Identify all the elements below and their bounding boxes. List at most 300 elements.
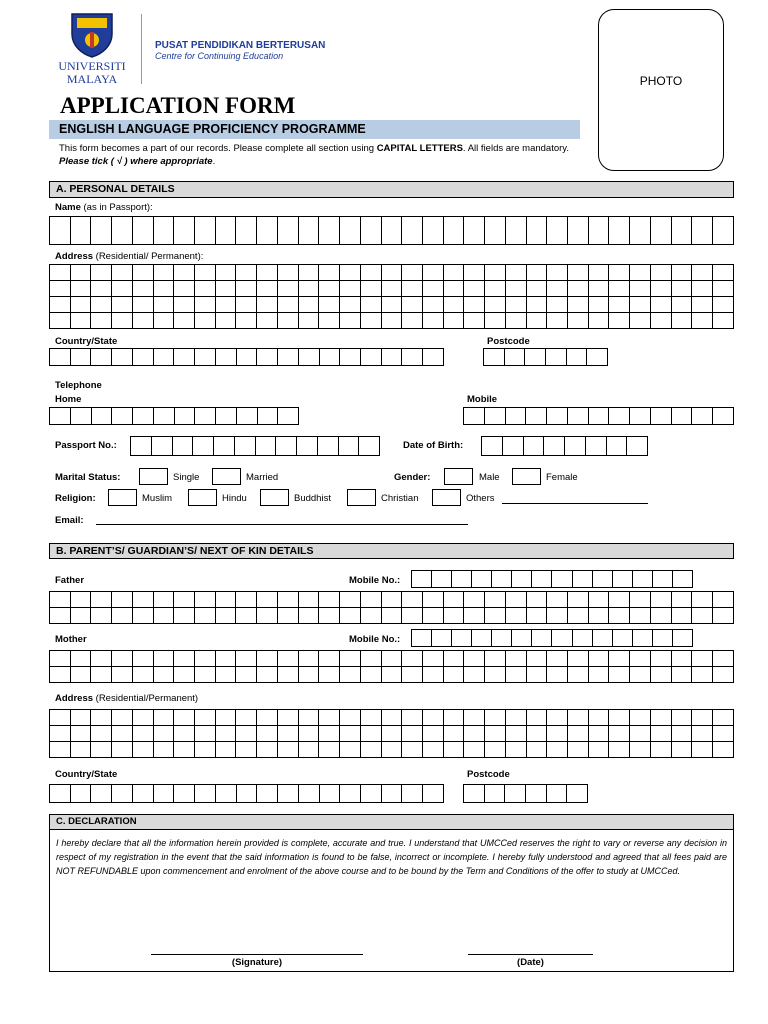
letter-box[interactable] — [526, 216, 548, 245]
letter-box[interactable] — [234, 436, 256, 456]
letter-box[interactable] — [546, 591, 568, 608]
letter-box[interactable] — [215, 709, 237, 726]
letter-box[interactable] — [650, 591, 672, 608]
letter-box[interactable] — [275, 436, 297, 456]
letter-box[interactable] — [153, 784, 175, 803]
letter-box[interactable] — [567, 607, 589, 624]
letter-box[interactable] — [318, 709, 340, 726]
letter-box[interactable] — [712, 650, 734, 667]
letter-box[interactable] — [49, 264, 71, 281]
letter-box[interactable] — [298, 725, 320, 742]
letter-box[interactable] — [90, 709, 112, 726]
letter-box[interactable] — [173, 784, 195, 803]
letter-box[interactable] — [111, 666, 133, 683]
muslim-checkbox[interactable] — [108, 489, 137, 506]
letter-box[interactable] — [588, 666, 610, 683]
letter-box[interactable] — [132, 591, 154, 608]
letter-box[interactable] — [608, 407, 630, 425]
letter-box[interactable] — [546, 650, 568, 667]
letter-box[interactable] — [671, 650, 693, 667]
letter-box[interactable] — [298, 264, 320, 281]
letter-box[interactable] — [484, 741, 506, 758]
postcode-grid[interactable] — [483, 348, 608, 366]
letter-box[interactable] — [339, 666, 361, 683]
letter-box[interactable] — [49, 666, 71, 683]
letter-box[interactable] — [381, 280, 403, 297]
letter-box[interactable] — [422, 650, 444, 667]
letter-box[interactable] — [298, 709, 320, 726]
letter-box[interactable] — [339, 312, 361, 329]
letter-box[interactable] — [132, 741, 154, 758]
letter-box[interactable] — [49, 280, 71, 297]
letter-box[interactable] — [235, 725, 257, 742]
mother-name-line-1[interactable] — [49, 650, 734, 667]
letter-box[interactable] — [463, 607, 485, 624]
letter-box[interactable] — [173, 216, 195, 245]
letter-box[interactable] — [608, 607, 630, 624]
letter-box[interactable] — [629, 607, 651, 624]
letter-box[interactable] — [567, 709, 589, 726]
letter-box[interactable] — [632, 570, 653, 588]
letter-box[interactable] — [236, 407, 258, 425]
letter-box[interactable] — [608, 650, 630, 667]
letter-box[interactable] — [360, 216, 382, 245]
letter-box[interactable] — [256, 264, 278, 281]
letter-box[interactable] — [511, 629, 532, 647]
letter-box[interactable] — [650, 216, 672, 245]
letter-box[interactable] — [194, 650, 216, 667]
letter-box[interactable] — [49, 216, 71, 245]
letter-box[interactable] — [401, 784, 423, 803]
letter-box[interactable] — [505, 296, 527, 313]
letter-box[interactable] — [381, 725, 403, 742]
letter-box[interactable] — [443, 725, 465, 742]
letter-box[interactable] — [235, 591, 257, 608]
letter-box[interactable] — [505, 709, 527, 726]
letter-box[interactable] — [484, 407, 506, 425]
letter-box[interactable] — [567, 264, 589, 281]
address-line-2[interactable] — [49, 280, 734, 297]
letter-box[interactable] — [551, 570, 572, 588]
letter-box[interactable] — [671, 216, 693, 245]
letter-box[interactable] — [132, 784, 154, 803]
letter-box[interactable] — [546, 264, 568, 281]
letter-box[interactable] — [90, 725, 112, 742]
christian-checkbox[interactable] — [347, 489, 376, 506]
letter-box[interactable] — [629, 709, 651, 726]
letter-box[interactable] — [422, 348, 444, 366]
letter-box[interactable] — [173, 264, 195, 281]
letter-box[interactable] — [463, 264, 485, 281]
letter-box[interactable] — [712, 312, 734, 329]
letter-box[interactable] — [629, 741, 651, 758]
letter-box[interactable] — [484, 607, 506, 624]
letter-box[interactable] — [671, 666, 693, 683]
letter-box[interactable] — [318, 725, 340, 742]
letter-box[interactable] — [463, 407, 485, 425]
letter-box[interactable] — [360, 666, 382, 683]
parent-address-line-3[interactable] — [49, 741, 734, 758]
letter-box[interactable] — [90, 741, 112, 758]
letter-box[interactable] — [592, 570, 613, 588]
letter-box[interactable] — [49, 709, 71, 726]
parent-country-grid[interactable] — [49, 784, 444, 803]
letter-box[interactable] — [339, 591, 361, 608]
letter-box[interactable] — [49, 348, 71, 366]
letter-box[interactable] — [111, 725, 133, 742]
letter-box[interactable] — [90, 666, 112, 683]
letter-box[interactable] — [90, 312, 112, 329]
letter-box[interactable] — [151, 436, 173, 456]
letter-box[interactable] — [111, 741, 133, 758]
letter-box[interactable] — [194, 784, 216, 803]
letter-box[interactable] — [111, 264, 133, 281]
letter-box[interactable] — [130, 436, 152, 456]
letter-box[interactable] — [411, 570, 432, 588]
letter-box[interactable] — [257, 407, 279, 425]
letter-box[interactable] — [546, 741, 568, 758]
letter-box[interactable] — [173, 296, 195, 313]
address-line-3[interactable] — [49, 296, 734, 313]
letter-box[interactable] — [70, 607, 92, 624]
letter-box[interactable] — [712, 725, 734, 742]
letter-box[interactable] — [491, 629, 512, 647]
letter-box[interactable] — [588, 264, 610, 281]
letter-box[interactable] — [463, 650, 485, 667]
letter-box[interactable] — [525, 784, 547, 803]
letter-box[interactable] — [90, 348, 112, 366]
letter-box[interactable] — [524, 348, 546, 366]
single-checkbox[interactable] — [139, 468, 168, 485]
letter-box[interactable] — [194, 407, 216, 425]
letter-box[interactable] — [546, 280, 568, 297]
letter-box[interactable] — [451, 629, 472, 647]
letter-box[interactable] — [546, 312, 568, 329]
letter-box[interactable] — [671, 296, 693, 313]
letter-box[interactable] — [298, 784, 320, 803]
letter-box[interactable] — [381, 216, 403, 245]
letter-box[interactable] — [608, 296, 630, 313]
letter-box[interactable] — [132, 407, 154, 425]
letter-box[interactable] — [132, 296, 154, 313]
letter-box[interactable] — [585, 436, 607, 456]
mother-mobile-grid[interactable] — [411, 629, 693, 647]
letter-box[interactable] — [650, 666, 672, 683]
letter-box[interactable] — [153, 312, 175, 329]
letter-box[interactable] — [381, 348, 403, 366]
letter-box[interactable] — [484, 650, 506, 667]
letter-box[interactable] — [70, 725, 92, 742]
letter-box[interactable] — [671, 312, 693, 329]
letter-box[interactable] — [49, 407, 71, 425]
letter-box[interactable] — [153, 591, 175, 608]
letter-box[interactable] — [588, 216, 610, 245]
letter-box[interactable] — [194, 741, 216, 758]
letter-box[interactable] — [173, 312, 195, 329]
letter-box[interactable] — [298, 650, 320, 667]
letter-box[interactable] — [691, 591, 713, 608]
letter-box[interactable] — [629, 591, 651, 608]
letter-box[interactable] — [256, 741, 278, 758]
letter-box[interactable] — [339, 264, 361, 281]
letter-box[interactable] — [256, 312, 278, 329]
letter-box[interactable] — [277, 296, 299, 313]
letter-box[interactable] — [49, 784, 71, 803]
letter-box[interactable] — [608, 709, 630, 726]
letter-box[interactable] — [484, 784, 506, 803]
letter-box[interactable] — [551, 629, 572, 647]
letter-box[interactable] — [612, 629, 633, 647]
letter-box[interactable] — [525, 407, 547, 425]
letter-box[interactable] — [277, 709, 299, 726]
letter-box[interactable] — [70, 709, 92, 726]
letter-box[interactable] — [712, 216, 734, 245]
letter-box[interactable] — [111, 312, 133, 329]
letter-box[interactable] — [422, 280, 444, 297]
letter-box[interactable] — [484, 591, 506, 608]
letter-box[interactable] — [671, 407, 693, 425]
letter-box[interactable] — [298, 607, 320, 624]
letter-box[interactable] — [629, 280, 651, 297]
letter-box[interactable] — [505, 725, 527, 742]
letter-box[interactable] — [256, 280, 278, 297]
letter-box[interactable] — [671, 741, 693, 758]
letter-box[interactable] — [318, 607, 340, 624]
letter-box[interactable] — [588, 296, 610, 313]
letter-box[interactable] — [215, 725, 237, 742]
letter-box[interactable] — [173, 741, 195, 758]
address-line-4[interactable] — [49, 312, 734, 329]
letter-box[interactable] — [629, 264, 651, 281]
letter-box[interactable] — [215, 591, 237, 608]
letter-box[interactable] — [194, 666, 216, 683]
letter-box[interactable] — [153, 741, 175, 758]
letter-box[interactable] — [235, 312, 257, 329]
letter-box[interactable] — [443, 709, 465, 726]
letter-box[interactable] — [671, 607, 693, 624]
letter-box[interactable] — [531, 629, 552, 647]
letter-box[interactable] — [588, 280, 610, 297]
letter-box[interactable] — [484, 725, 506, 742]
father-mobile-grid[interactable] — [411, 570, 693, 588]
letter-box[interactable] — [49, 312, 71, 329]
letter-box[interactable] — [153, 264, 175, 281]
letter-box[interactable] — [153, 725, 175, 742]
letter-box[interactable] — [712, 591, 734, 608]
letter-box[interactable] — [629, 216, 651, 245]
letter-box[interactable] — [298, 280, 320, 297]
letter-box[interactable] — [381, 650, 403, 667]
letter-box[interactable] — [277, 607, 299, 624]
letter-box[interactable] — [174, 407, 196, 425]
letter-box[interactable] — [567, 650, 589, 667]
letter-box[interactable] — [463, 725, 485, 742]
letter-box[interactable] — [173, 725, 195, 742]
letter-box[interactable] — [526, 709, 548, 726]
letter-box[interactable] — [712, 280, 734, 297]
letter-box[interactable] — [70, 264, 92, 281]
letter-box[interactable] — [173, 666, 195, 683]
letter-box[interactable] — [298, 591, 320, 608]
mother-name-line-2[interactable] — [49, 666, 734, 683]
letter-box[interactable] — [339, 348, 361, 366]
letter-box[interactable] — [401, 709, 423, 726]
letter-box[interactable] — [235, 741, 257, 758]
letter-box[interactable] — [572, 570, 593, 588]
letter-box[interactable] — [567, 216, 589, 245]
letter-box[interactable] — [650, 650, 672, 667]
letter-box[interactable] — [194, 296, 216, 313]
letter-box[interactable] — [318, 312, 340, 329]
letter-box[interactable] — [612, 570, 633, 588]
letter-box[interactable] — [256, 591, 278, 608]
letter-box[interactable] — [691, 216, 713, 245]
letter-box[interactable] — [484, 280, 506, 297]
letter-box[interactable] — [381, 666, 403, 683]
letter-box[interactable] — [49, 607, 71, 624]
letter-box[interactable] — [463, 216, 485, 245]
letter-box[interactable] — [691, 709, 713, 726]
letter-box[interactable] — [49, 650, 71, 667]
letter-box[interactable] — [277, 348, 299, 366]
letter-box[interactable] — [319, 348, 341, 366]
letter-box[interactable] — [298, 666, 320, 683]
letter-box[interactable] — [70, 296, 92, 313]
letter-box[interactable] — [401, 296, 423, 313]
letter-box[interactable] — [339, 725, 361, 742]
letter-box[interactable] — [526, 725, 548, 742]
letter-box[interactable] — [422, 296, 444, 313]
letter-box[interactable] — [296, 436, 318, 456]
letter-box[interactable] — [256, 607, 278, 624]
letter-box[interactable] — [173, 348, 195, 366]
letter-box[interactable] — [153, 666, 175, 683]
letter-box[interactable] — [132, 650, 154, 667]
letter-box[interactable] — [401, 741, 423, 758]
letter-box[interactable] — [132, 280, 154, 297]
letter-box[interactable] — [526, 312, 548, 329]
letter-box[interactable] — [70, 407, 92, 425]
letter-box[interactable] — [608, 264, 630, 281]
letter-box[interactable] — [484, 709, 506, 726]
letter-box[interactable] — [318, 264, 340, 281]
letter-box[interactable] — [277, 741, 299, 758]
letter-box[interactable] — [691, 607, 713, 624]
letter-box[interactable] — [172, 436, 194, 456]
letter-box[interactable] — [546, 407, 568, 425]
letter-box[interactable] — [588, 741, 610, 758]
letter-box[interactable] — [546, 784, 568, 803]
signature-line[interactable] — [151, 940, 363, 955]
letter-box[interactable] — [215, 666, 237, 683]
letter-box[interactable] — [567, 741, 589, 758]
letter-box[interactable] — [401, 264, 423, 281]
letter-box[interactable] — [132, 725, 154, 742]
letter-box[interactable] — [360, 312, 382, 329]
letter-box[interactable] — [422, 725, 444, 742]
mobile-phone-grid[interactable] — [463, 407, 734, 425]
letter-box[interactable] — [567, 591, 589, 608]
letter-box[interactable] — [90, 216, 112, 245]
letter-box[interactable] — [277, 784, 299, 803]
letter-box[interactable] — [588, 312, 610, 329]
letter-box[interactable] — [650, 725, 672, 742]
father-name-line-2[interactable] — [49, 607, 734, 624]
letter-box[interactable] — [256, 216, 278, 245]
home-phone-grid[interactable] — [49, 407, 299, 425]
letter-box[interactable] — [566, 348, 588, 366]
letter-box[interactable] — [70, 741, 92, 758]
letter-box[interactable] — [463, 280, 485, 297]
letter-box[interactable] — [650, 607, 672, 624]
married-checkbox[interactable] — [212, 468, 241, 485]
letter-box[interactable] — [411, 629, 432, 647]
letter-box[interactable] — [484, 296, 506, 313]
letter-box[interactable] — [526, 666, 548, 683]
letter-box[interactable] — [132, 607, 154, 624]
letter-box[interactable] — [504, 348, 526, 366]
letter-box[interactable] — [153, 280, 175, 297]
letter-box[interactable] — [712, 407, 734, 425]
letter-box[interactable] — [298, 312, 320, 329]
male-checkbox[interactable] — [444, 468, 473, 485]
letter-box[interactable] — [712, 264, 734, 281]
letter-box[interactable] — [422, 709, 444, 726]
letter-box[interactable] — [339, 296, 361, 313]
letter-box[interactable] — [256, 725, 278, 742]
letter-box[interactable] — [360, 607, 382, 624]
letter-box[interactable] — [650, 280, 672, 297]
letter-box[interactable] — [526, 607, 548, 624]
letter-box[interactable] — [235, 650, 257, 667]
photo-box[interactable] — [598, 9, 724, 171]
letter-box[interactable] — [132, 666, 154, 683]
letter-box[interactable] — [566, 784, 588, 803]
email-write-line[interactable] — [96, 514, 468, 525]
letter-box[interactable] — [277, 312, 299, 329]
letter-box[interactable] — [652, 570, 673, 588]
letter-box[interactable] — [90, 650, 112, 667]
letter-box[interactable] — [546, 296, 568, 313]
letter-box[interactable] — [256, 348, 278, 366]
letter-box[interactable] — [358, 436, 380, 456]
letter-box[interactable] — [712, 607, 734, 624]
letter-box[interactable] — [712, 709, 734, 726]
letter-box[interactable] — [360, 709, 382, 726]
letter-box[interactable] — [422, 312, 444, 329]
letter-box[interactable] — [629, 725, 651, 742]
letter-box[interactable] — [194, 591, 216, 608]
letter-box[interactable] — [650, 312, 672, 329]
letter-box[interactable] — [277, 666, 299, 683]
letter-box[interactable] — [672, 629, 693, 647]
letter-box[interactable] — [504, 784, 526, 803]
letter-box[interactable] — [422, 741, 444, 758]
letter-box[interactable] — [194, 348, 216, 366]
letter-box[interactable] — [256, 296, 278, 313]
letter-box[interactable] — [629, 312, 651, 329]
letter-box[interactable] — [546, 607, 568, 624]
letter-box[interactable] — [491, 570, 512, 588]
letter-box[interactable] — [401, 607, 423, 624]
country-grid[interactable] — [49, 348, 444, 366]
letter-box[interactable] — [608, 312, 630, 329]
letter-box[interactable] — [401, 348, 423, 366]
letter-box[interactable] — [471, 629, 492, 647]
letter-box[interactable] — [111, 216, 133, 245]
letter-box[interactable] — [111, 407, 133, 425]
letter-box[interactable] — [484, 312, 506, 329]
